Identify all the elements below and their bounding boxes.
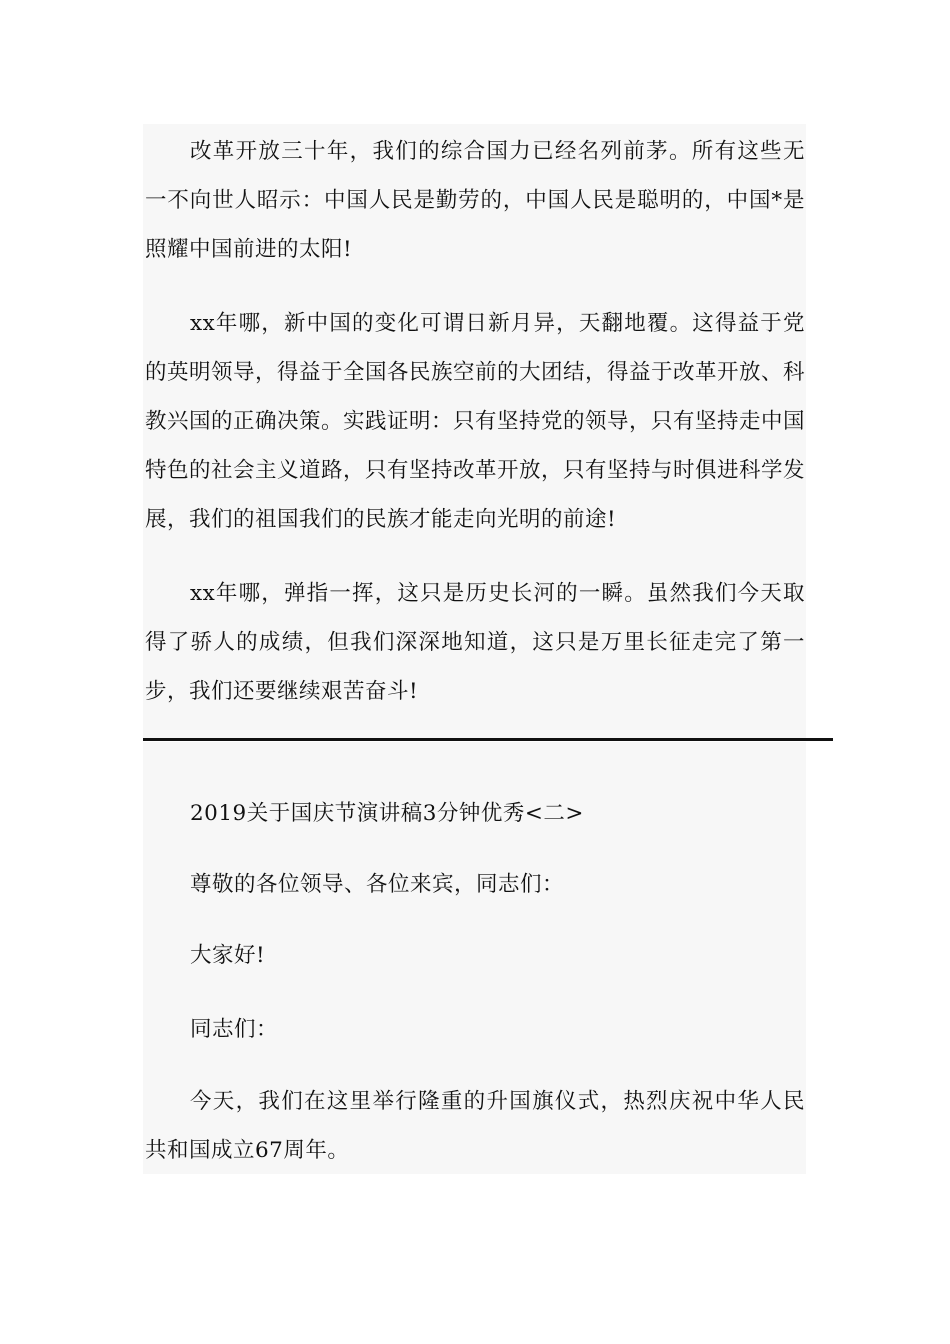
salutation-line: 尊敬的各位领导、各位来宾，同志们： <box>190 872 565 897</box>
section-heading: 2019关于国庆节演讲稿3分钟优秀<二> <box>190 801 584 826</box>
greeting-line: 大家好! <box>190 943 266 968</box>
paragraph-new-china-changes: xx年哪，新中国的变化可谓日新月异，天翻地覆。这得益于党的英明领导，得益于全国各民族空前的大团结，得益于改革开放、科教兴国的正确决策。实践证明：只有坚持党的领导，只有坚持走中国特色的社会主义道路，只有坚持改革开放，只有坚持与时俱进科学发展，我们的祖国我们的民族才能走向光明的前途! <box>145 311 806 532</box>
address-line: 同志们： <box>190 1017 279 1042</box>
paragraph-flag-ceremony: 今天，我们在这里举行隆重的升国旗仪式，热烈庆祝中华人民共和国成立67周年。 <box>145 1089 805 1163</box>
paragraph-reform-thirty-years: 改革开放三十年，我们的综合国力已经名列前茅。所有这些无一不向世人昭示：中国人民是勤劳的，中国人民是聪明的，中国*是照耀中国前进的太阳! <box>145 139 805 262</box>
paragraph-history-moment: xx年哪，弹指一挥，这只是历史长河的一瞬。虽然我们今天取得了骄人的成绩，但我们深深地知道，这只是万里长征走完了第一步，我们还要继续艰苦奋斗! <box>145 581 805 704</box>
section-divider <box>143 738 833 741</box>
